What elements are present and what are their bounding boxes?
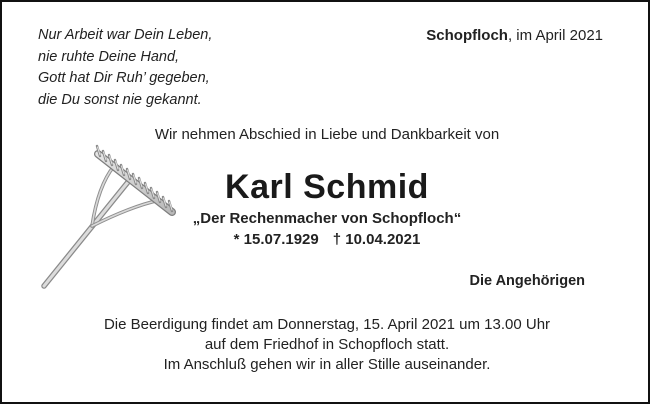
survivors-signature: Die Angehörigen bbox=[469, 273, 585, 289]
poem-line: Gott hat Dir Ruh’ gegeben, bbox=[38, 70, 210, 86]
deceased-name: Karl Schmid bbox=[225, 168, 429, 206]
poem-line: Nur Arbeit war Dein Leben, bbox=[38, 27, 213, 43]
intro-text: Wir nehmen Abschied in Liebe und Dankbarkeit von bbox=[154, 126, 500, 143]
memorial-poem bbox=[38, 25, 212, 111]
birth-date: * 15.07.1929 bbox=[233, 231, 319, 248]
deceased-nickname: „Der Rechenmacher von Schopfloch“ bbox=[192, 210, 462, 227]
date-text: , im April 2021 bbox=[507, 27, 603, 44]
poem-line: nie ruhte Deine Hand, bbox=[38, 48, 180, 65]
funeral-details bbox=[2, 315, 650, 375]
place-name: Schopfloch bbox=[426, 27, 508, 44]
death-date: † 10.04.2021 bbox=[332, 231, 421, 248]
life-dates bbox=[2, 231, 650, 248]
poem-line: die Du sonst nie gekannt. bbox=[38, 91, 202, 108]
funeral-line: auf dem Friedhof in Schopfloch statt. bbox=[204, 336, 450, 353]
funeral-line: Im Anschluß gehen wir in aller Stille auseinander. bbox=[163, 356, 491, 373]
funeral-line: Die Beerdigung findet am Donnerstag, 15. April 2021 um 13.00 Uhr bbox=[103, 316, 551, 333]
place-date bbox=[426, 27, 603, 44]
